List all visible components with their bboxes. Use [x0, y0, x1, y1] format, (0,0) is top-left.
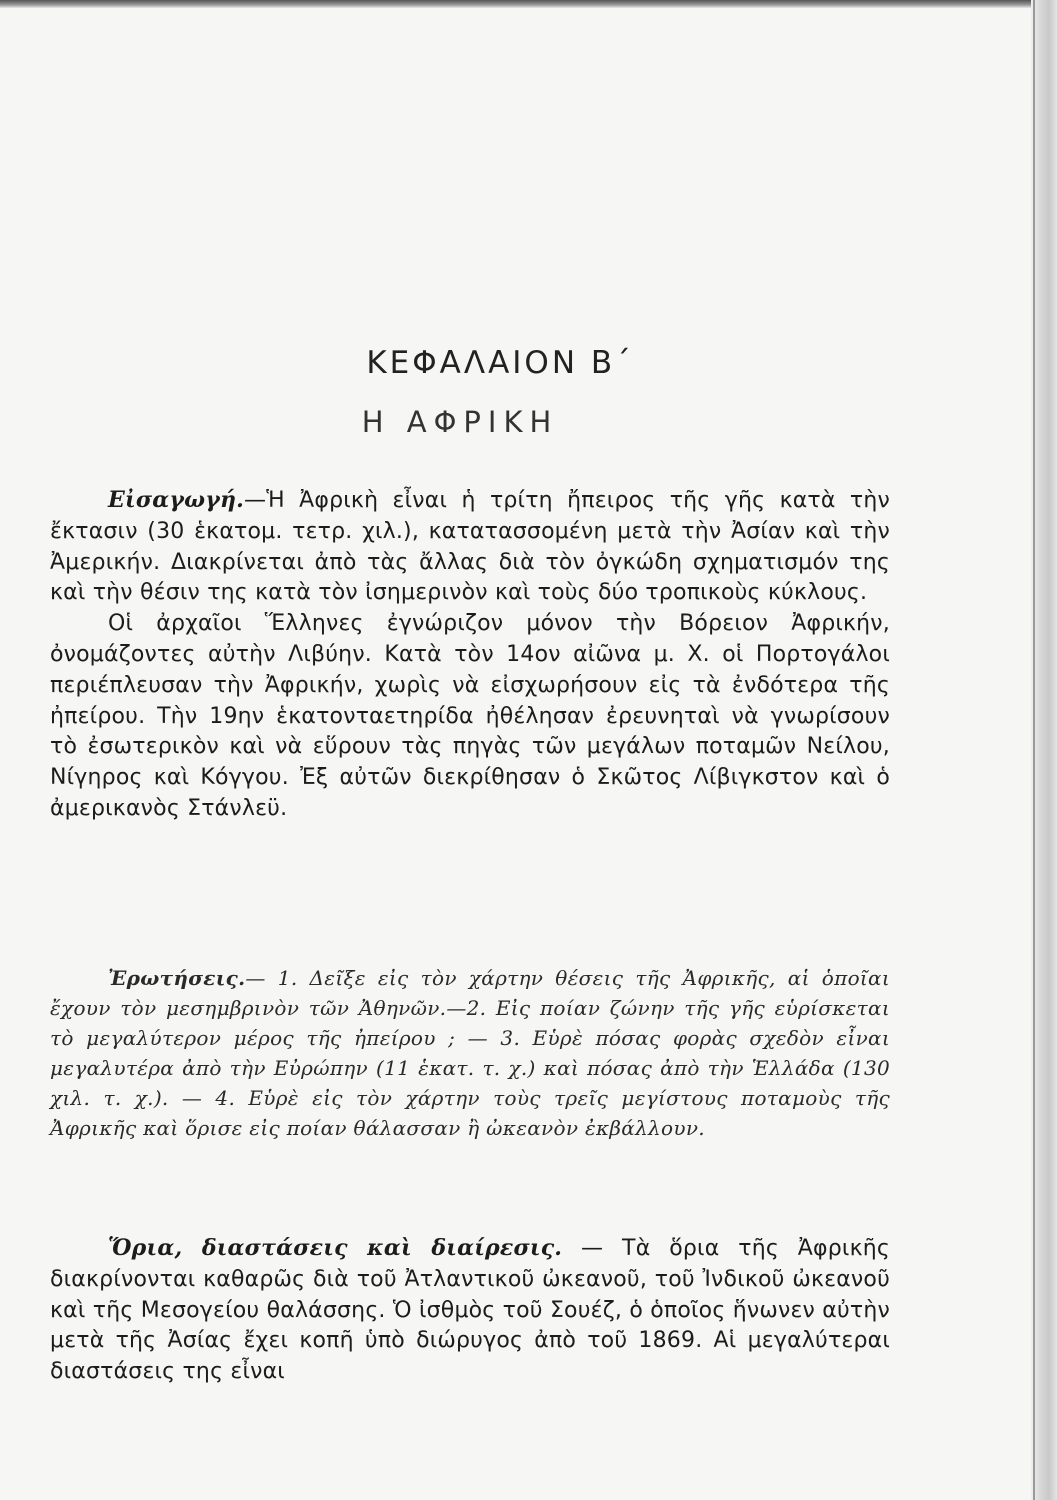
history-body: Οἱ ἀρχαῖοι Ἕλληνες ἐγνώριζον μόνον τὴν Βόρειον Ἀφρικήν, ὀνομάζοντες αὐτὴν Λιβύην. Κατὰ τὸν 14ον αἰῶνα μ. Χ. οἱ Πορτογάλοι περιέπλευσαν τὴν Ἀφρικήν, χωρὶς νὰ εἰσχωρήσουν εἰς τὰ ἐνδότερα τῆς ἠπείρου. Τὴν 19ην ἑκατονταετηρίδα ἠθέλησαν ἐρευνηταὶ νὰ γνωρίσουν τὸ ἐσωτερικὸν καὶ νὰ εὕρουν τὰς πηγὰς τῶν μεγάλων ποταμῶν Νείλου, Νίγηρος καὶ Κόγγου. Ἐξ αὐτῶν διεκρίθησαν ὁ Σκῶτος Λίβιγκστον καὶ ὁ ἀμερικανὸς Στάνλεϋ. — [50, 611, 890, 821]
page-top-edge — [0, 0, 1057, 8]
borders-body: — Τὰ ὅρια τῆς Ἀφρικῆς διακρίνονται καθαρῶς διὰ τοῦ Ἀτλαντικοῦ ὠκεανοῦ, τοῦ Ἰνδικοῦ ὠκεανοῦ καὶ τῆς Μεσογείου θαλάσσης. Ὁ ἰσθμὸς τοῦ Σουέζ, ὁ ὁποῖος ἥνωνεν αὐτὴν μετὰ τῆς Ἀσίας ἔχει κοπῆ ὑπὸ διώρυγος ἀπὸ τοῦ 1869. Αἱ μεγαλύτεραι διαστάσεις της εἶναι — [50, 1236, 890, 1385]
intro-section — [50, 485, 890, 825]
questions-body: — 1. Δεῖξε εἰς τὸν χάρτην θέσεις τῆς Ἀφρικῆς, αἱ ὁποῖαι ἔχουν τὸν μεσημβρινὸν τῶν Ἀθηνῶν.—2. Εἰς ποίαν ζώνην τῆς γῆς εὑρίσκεται τὸ μεγαλύτερον μέρος τῆς ἠπείρου ; — 3. Εὑρὲ πόσας φορὰς σχεδὸν εἶναι μεγαλυτέρα ἀπὸ τὴν Εὐρώπην (11 ἑκατ. τ. χ.) καὶ πόσας ἀπὸ τὴν Ἑλλάδα (130 χιλ. τ. χ.). — 4. Εὑρὲ εἰς τὸν χάρτην τοὺς τρεῖς μεγίστους ποταμοὺς τῆς Ἀφρικῆς καὶ ὅρισε εἰς ποίαν θάλασσαν ἢ ὠκεανὸν ἐκβάλλουν. — [50, 966, 890, 1140]
history-paragraph — [50, 609, 890, 825]
borders-lead: Ὅρια, διαστάσεις καὶ διαίρεσις. — [108, 1235, 563, 1261]
questions-paragraph — [50, 963, 890, 1143]
borders-paragraph — [50, 1233, 890, 1388]
chapter-heading: ΚΕΦΑΛΑΙΟΝ Β΄ — [366, 345, 634, 381]
questions-lead: Ἐρωτήσεις. — [108, 966, 246, 990]
questions-section — [50, 963, 890, 1143]
chapter-title: Η ΑΦΡΙΚΗ — [361, 405, 559, 439]
page-gutter-line — [1033, 0, 1035, 1500]
intro-body: —Ἡ Ἀφρικὴ εἶναι ἡ τρίτη ἤπειρος τῆς γῆς κατὰ τὴν ἔκτασιν (30 ἑκατομ. τετρ. χιλ.), κατατασσομένη μετὰ τὴν Ἀσίαν καὶ τὴν Ἀμερικήν. Διακρίνεται ἀπὸ τὰς ἄλλας διὰ τὸν ὀγκώδη σχηματισμόν της καὶ τὴν θέσιν της κατὰ τὸν ἰσημερινὸν καὶ τοὺς δύο τροπικοὺς κύκλους. — [50, 488, 890, 606]
intro-paragraph — [50, 485, 890, 609]
borders-section — [50, 1233, 890, 1388]
intro-lead: Εἰσαγωγή. — [108, 487, 245, 513]
